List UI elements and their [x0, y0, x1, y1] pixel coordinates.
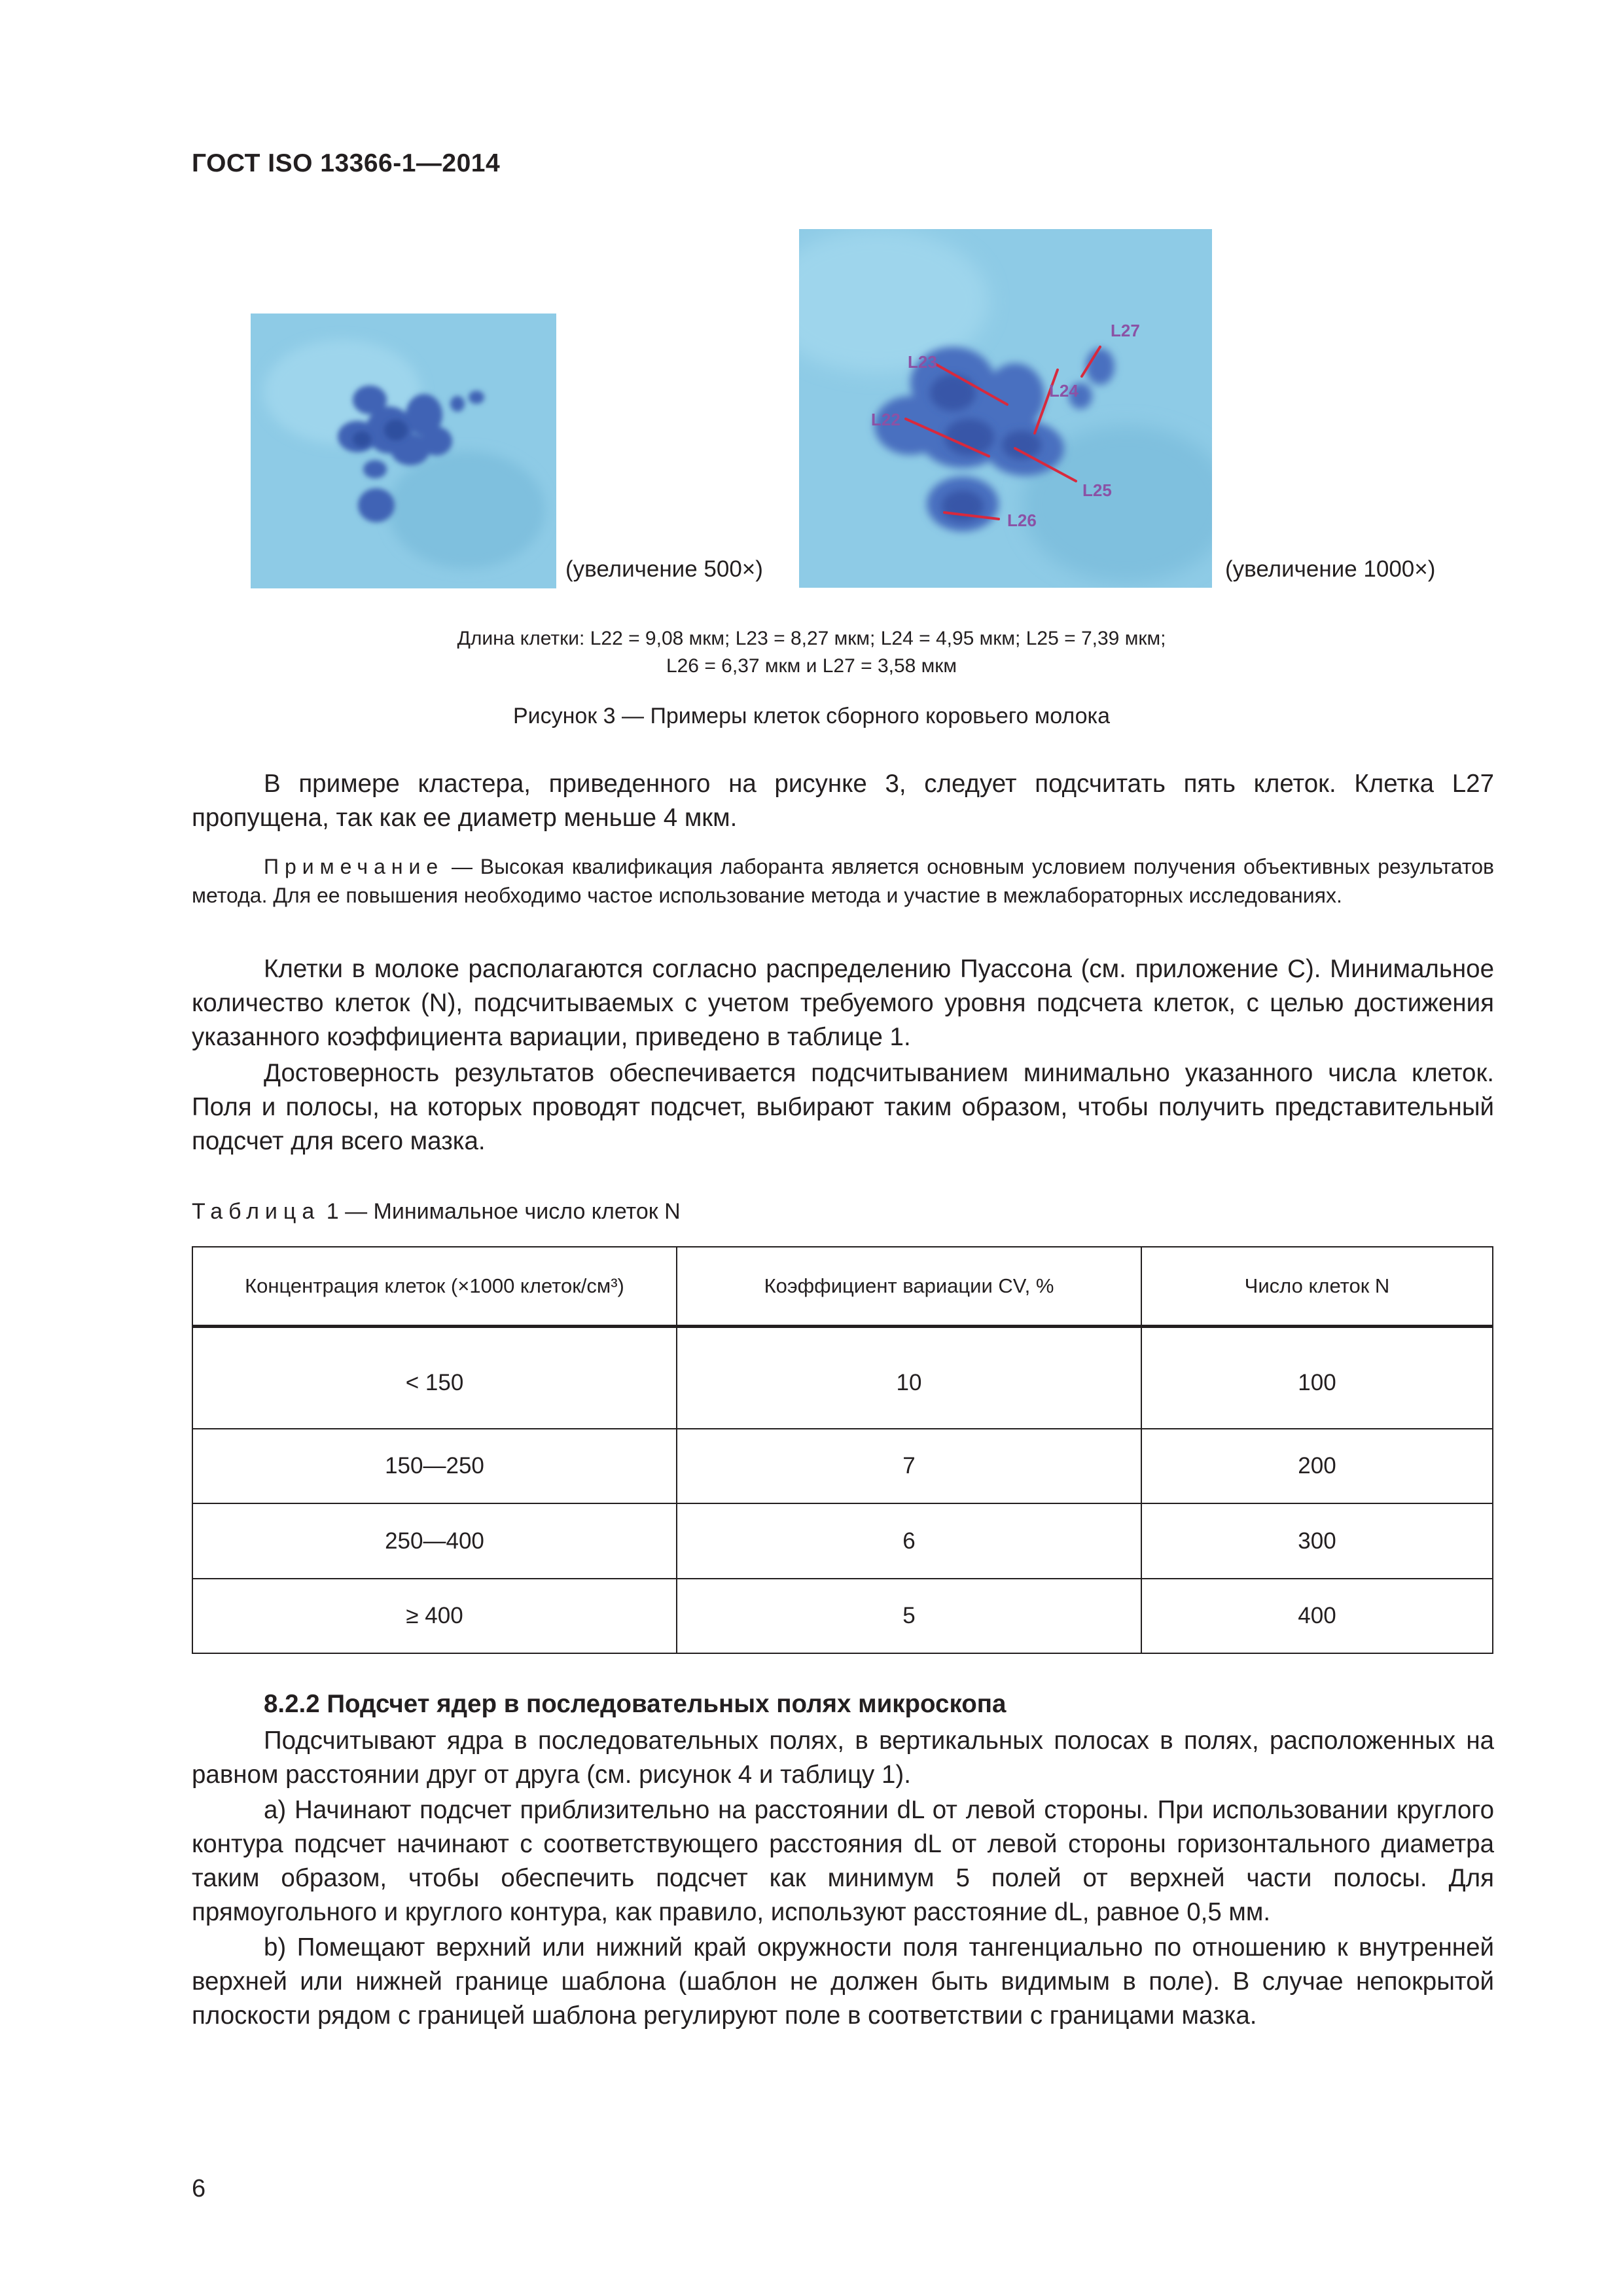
document-header: ГОСТ ISO 13366-1—2014 — [192, 149, 501, 177]
header-concentration: Концентрация клеток (×1000 клеток/см³) — [192, 1247, 677, 1326]
table-cell: 300 — [1141, 1503, 1493, 1578]
label-l24: L24 — [1049, 381, 1079, 401]
table-cell: 250—400 — [192, 1503, 677, 1578]
paragraph-item-b: b) Помещают верхний или нижний край окружности поля тангенциально по отношению к внутренней верхней или нижней границе шаблона (шаблон не должен быть видимым в поле). В случае непокрытой плоскости рядом с границей шаблона регулируют поле в соответствии с границами мазка. — [192, 1933, 1494, 2030]
table-title — [192, 1199, 681, 1225]
label-l25: L25 — [1082, 480, 1112, 500]
table-row — [192, 1503, 1493, 1578]
label-l23: L23 — [908, 352, 937, 372]
page-number: 6 — [192, 2175, 206, 2202]
table-row — [192, 1579, 1493, 1653]
table-cell: 200 — [1141, 1429, 1493, 1503]
figure-cell-lengths — [196, 625, 1427, 680]
table-cell: 6 — [677, 1503, 1141, 1578]
table-cell: 150—250 — [192, 1429, 677, 1503]
table-title-text: 1 — Минимальное число клеток N — [320, 1199, 681, 1224]
paragraph-sequential-fields: Подсчитывают ядра в последовательных полях, в вертикальных полосах в полях, расположенных на равном расстоянии друг от друга (см. рисунок 4 и таблицу 1). — [192, 1727, 1494, 1789]
table-cell: 10 — [677, 1326, 1141, 1429]
paragraph-poisson: Клетки в молоке располагаются согласно распределению Пуассона (см. приложение С). Минимальное количество клеток (N), подсчитываемых с учетом требуемого уровня подсчета клеток, с целью достижения указанного коэффициента вариации, приведено в таблице 1. — [192, 955, 1494, 1051]
cell-lengths-line-1: Длина клетки: L22 = 9,08 мкм; L23 = 8,27 мкм; L24 = 4,95 мкм; L25 = 7,39 мкм; — [457, 628, 1166, 649]
label-l22: L22 — [871, 410, 901, 429]
micrograph-1000x — [799, 229, 1212, 588]
header-cell-count: Число клеток N — [1141, 1247, 1493, 1326]
table-cell: 400 — [1141, 1579, 1493, 1653]
table-cell: 7 — [677, 1429, 1141, 1503]
table-cell: < 150 — [192, 1326, 677, 1429]
section-heading: 8.2.2 Подсчет ядер в последовательных полях микроскопа — [264, 1690, 1007, 1718]
table-title-label: Таблица — [192, 1199, 321, 1224]
label-l26: L26 — [1007, 511, 1037, 530]
note-text: — Высокая квалификация лаборанта является основным условием получения объективных результатов метода. Для ее повышения необходимо частое использование метода и участие в межлабораторных исследованиях. — [192, 855, 1494, 907]
header-cv: Коэффициент вариации CV, % — [677, 1247, 1141, 1326]
magnification-label-1000: (увеличение 1000×) — [1225, 556, 1436, 582]
table-row — [192, 1326, 1493, 1429]
note-label: Примечание — [264, 855, 444, 878]
magnification-label-500: (увеличение 500×) — [565, 556, 763, 582]
min-cells-table — [192, 1246, 1493, 1654]
label-l27: L27 — [1111, 321, 1140, 340]
paragraph-item-a: а) Начинают подсчет приблизительно на расстоянии dL от левой стороны. При использовании круглого контура подсчет начинают с соответствующего расстояния dL от левой стороны горизонтального диаметра таким образом, чтобы обеспечить подсчет как минимум 5 полей от верхней части полосы. Для прямоугольного и круглого контура, как правило, используют расстояние dL, равное 0,5 мм. — [192, 1796, 1494, 1926]
table-cell: 100 — [1141, 1326, 1493, 1429]
note-block — [192, 852, 1494, 910]
table-row — [192, 1429, 1493, 1503]
table-header-row — [192, 1247, 1493, 1326]
paragraph-cluster-example: В примере кластера, приведенного на рисунке 3, следует подсчитать пять клеток. Клетка L27 пропущена, так как ее диаметр меньше 4 мкм. — [192, 770, 1494, 832]
micrograph-500x — [251, 314, 556, 588]
figure-title: Рисунок 3 — Примеры клеток сборного коровьего молока — [512, 704, 1111, 728]
table-cell: ≥ 400 — [192, 1579, 677, 1653]
paragraph-reliability: Достоверность результатов обеспечивается подсчитыванием минимально указанного числа клеток. Поля и полосы, на которых проводят подсчет, выбирают таким образом, чтобы получить представительный подсчет для всего мазка. — [192, 1059, 1494, 1155]
table-cell: 5 — [677, 1579, 1141, 1653]
cell-lengths-line-2: L26 = 6,37 мкм и L27 = 3,58 мкм — [666, 655, 957, 677]
